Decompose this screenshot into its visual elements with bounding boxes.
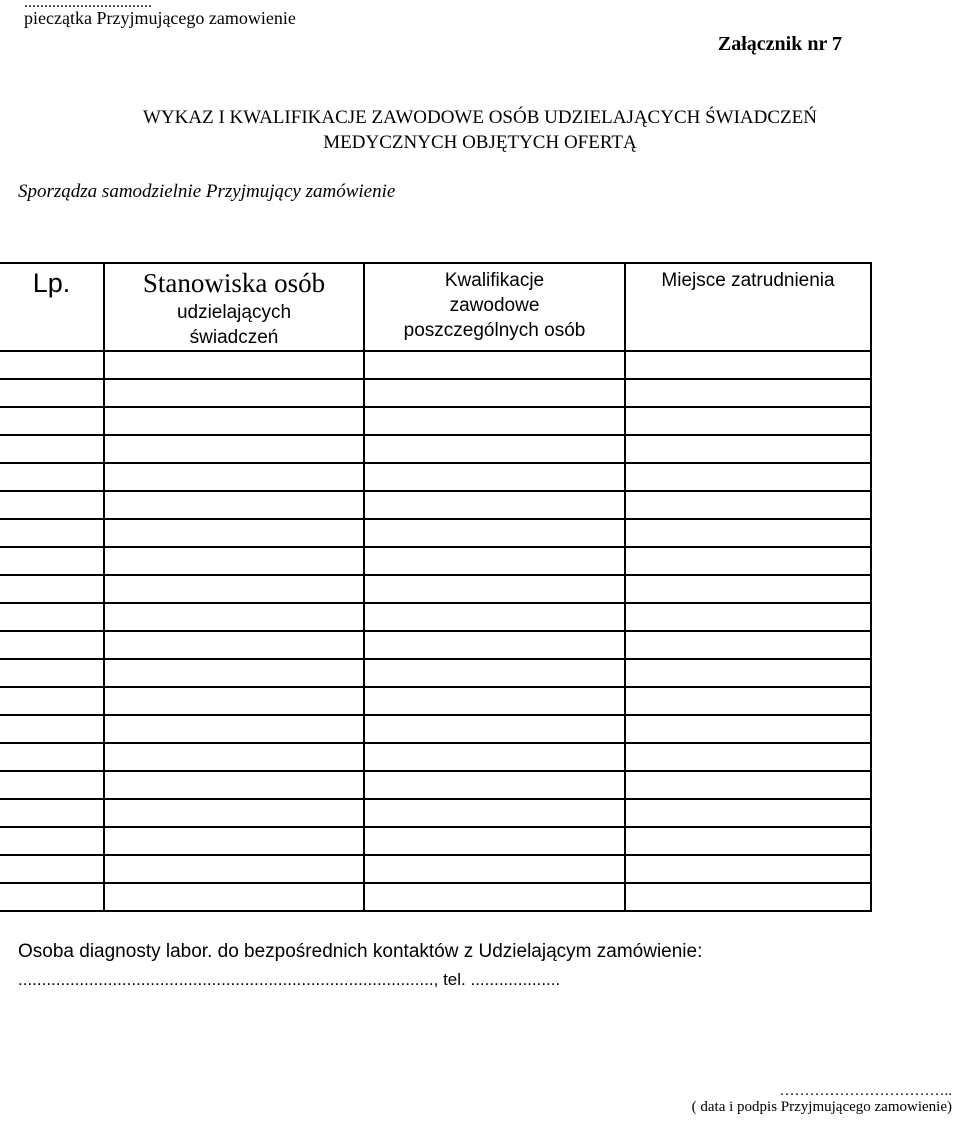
cell-miejsce — [625, 855, 871, 883]
cell-stanowisko — [104, 547, 364, 575]
cell-lp — [0, 659, 104, 687]
cell-lp — [0, 435, 104, 463]
cell-kwalifikacje — [364, 547, 625, 575]
cell-kwalifikacje — [364, 883, 625, 911]
cell-kwalifikacje — [364, 407, 625, 435]
contact-person-line: Osoba diagnosty labor. do bezpośrednich kontaktów z Udzielającym zamówienie: — [18, 941, 703, 962]
cell-lp — [0, 379, 104, 407]
table-row — [0, 771, 871, 799]
cell-lp — [0, 351, 104, 379]
cell-miejsce — [625, 491, 871, 519]
header-kwalifikacje-line1: Kwalifikacje — [444, 270, 545, 291]
cell-kwalifikacje — [364, 491, 625, 519]
table-row — [0, 743, 871, 771]
cell-kwalifikacje — [364, 575, 625, 603]
cell-miejsce — [625, 743, 871, 771]
cell-lp — [0, 715, 104, 743]
header-miejsce-label: Miejsce zatrudnienia — [661, 270, 835, 291]
header-lp — [0, 263, 104, 351]
cell-kwalifikacje — [364, 603, 625, 631]
signature-dots: …………………………….. — [779, 1083, 952, 1099]
signature-label: ( data i podpis Przyjmującego zamowienie) — [691, 1099, 952, 1115]
stamp-label: pieczątka Przyjmującego zamowienie — [24, 8, 296, 28]
table-row — [0, 463, 871, 491]
cell-stanowisko — [104, 659, 364, 687]
table-row — [0, 715, 871, 743]
annex-number: Załącznik nr 7 — [717, 33, 842, 55]
cell-kwalifikacje — [364, 855, 625, 883]
table-row — [0, 351, 871, 379]
cell-kwalifikacje — [364, 743, 625, 771]
cell-lp — [0, 519, 104, 547]
cell-kwalifikacje — [364, 463, 625, 491]
cell-lp — [0, 799, 104, 827]
cell-stanowisko — [104, 435, 364, 463]
cell-lp — [0, 771, 104, 799]
table-row — [0, 575, 871, 603]
cell-stanowisko — [104, 491, 364, 519]
cell-miejsce — [625, 659, 871, 687]
cell-kwalifikacje — [364, 687, 625, 715]
header-stanowiska-main: Stanowiska osób — [142, 268, 326, 298]
cell-stanowisko — [104, 519, 364, 547]
cell-miejsce — [625, 407, 871, 435]
table-header-row — [0, 263, 871, 351]
cell-kwalifikacje — [364, 435, 625, 463]
header-miejsce — [625, 263, 871, 351]
cell-miejsce — [625, 547, 871, 575]
cell-miejsce — [625, 519, 871, 547]
cell-stanowisko — [104, 743, 364, 771]
cell-kwalifikacje — [364, 519, 625, 547]
header-kwalifikacje — [364, 263, 625, 351]
cell-lp — [0, 827, 104, 855]
cell-stanowisko — [104, 575, 364, 603]
cell-stanowisko — [104, 463, 364, 491]
document-subtitle: Sporządza samodzielnie Przyjmujący zamówienie — [18, 181, 396, 202]
header-kwalifikacje-line2: zawodowe — [449, 295, 540, 316]
table-row — [0, 603, 871, 631]
cell-miejsce — [625, 435, 871, 463]
cell-stanowisko — [104, 407, 364, 435]
cell-miejsce — [625, 575, 871, 603]
cell-stanowisko — [104, 603, 364, 631]
cell-miejsce — [625, 715, 871, 743]
cell-stanowisko — [104, 379, 364, 407]
cell-miejsce — [625, 771, 871, 799]
table-row — [0, 491, 871, 519]
table-row — [0, 799, 871, 827]
cell-stanowisko — [104, 771, 364, 799]
cell-lp — [0, 855, 104, 883]
table-row — [0, 827, 871, 855]
table-row — [0, 407, 871, 435]
cell-lp — [0, 463, 104, 491]
document-title-line1: WYKAZ I KWALIFIKACJE ZAWODOWE OSÓB UDZIELAJĄCYCH ŚWIADCZEŃ — [143, 107, 817, 128]
cell-lp — [0, 631, 104, 659]
cell-miejsce — [625, 799, 871, 827]
table-row — [0, 855, 871, 883]
cell-stanowisko — [104, 827, 364, 855]
contact-details-line: ........................................................................................, tel. ................... — [18, 970, 561, 989]
stamp-dots: ................................ — [24, 0, 152, 11]
cell-stanowisko — [104, 799, 364, 827]
cell-miejsce — [625, 463, 871, 491]
cell-stanowisko — [104, 631, 364, 659]
cell-kwalifikacje — [364, 827, 625, 855]
header-stanowiska-sub1: udzielających — [176, 302, 292, 323]
cell-miejsce — [625, 883, 871, 911]
cell-kwalifikacje — [364, 659, 625, 687]
table-row — [0, 631, 871, 659]
cell-kwalifikacje — [364, 379, 625, 407]
cell-lp — [0, 743, 104, 771]
header-lp-label: Lp. — [32, 268, 71, 298]
cell-lp — [0, 491, 104, 519]
table-row — [0, 379, 871, 407]
cell-kwalifikacje — [364, 771, 625, 799]
table-row — [0, 519, 871, 547]
cell-lp — [0, 407, 104, 435]
document-title-line2: MEDYCZNYCH OBJĘTYCH OFERTĄ — [323, 132, 637, 153]
table-row — [0, 435, 871, 463]
cell-kwalifikacje — [364, 715, 625, 743]
staff-table — [0, 262, 872, 912]
cell-lp — [0, 883, 104, 911]
table-row — [0, 659, 871, 687]
cell-miejsce — [625, 631, 871, 659]
cell-stanowisko — [104, 883, 364, 911]
cell-lp — [0, 687, 104, 715]
cell-lp — [0, 547, 104, 575]
table-row — [0, 687, 871, 715]
header-stanowiska — [104, 263, 364, 351]
table-row — [0, 883, 871, 911]
header-stanowiska-sub2: świadczeń — [189, 327, 279, 348]
cell-stanowisko — [104, 351, 364, 379]
cell-kwalifikacje — [364, 351, 625, 379]
header-kwalifikacje-line3: poszczególnych osób — [403, 320, 586, 341]
table-row — [0, 547, 871, 575]
cell-kwalifikacje — [364, 631, 625, 659]
cell-stanowisko — [104, 687, 364, 715]
cell-lp — [0, 603, 104, 631]
cell-lp — [0, 575, 104, 603]
cell-stanowisko — [104, 855, 364, 883]
cell-miejsce — [625, 687, 871, 715]
cell-miejsce — [625, 827, 871, 855]
cell-kwalifikacje — [364, 799, 625, 827]
cell-miejsce — [625, 351, 871, 379]
cell-miejsce — [625, 379, 871, 407]
cell-stanowisko — [104, 715, 364, 743]
cell-miejsce — [625, 603, 871, 631]
